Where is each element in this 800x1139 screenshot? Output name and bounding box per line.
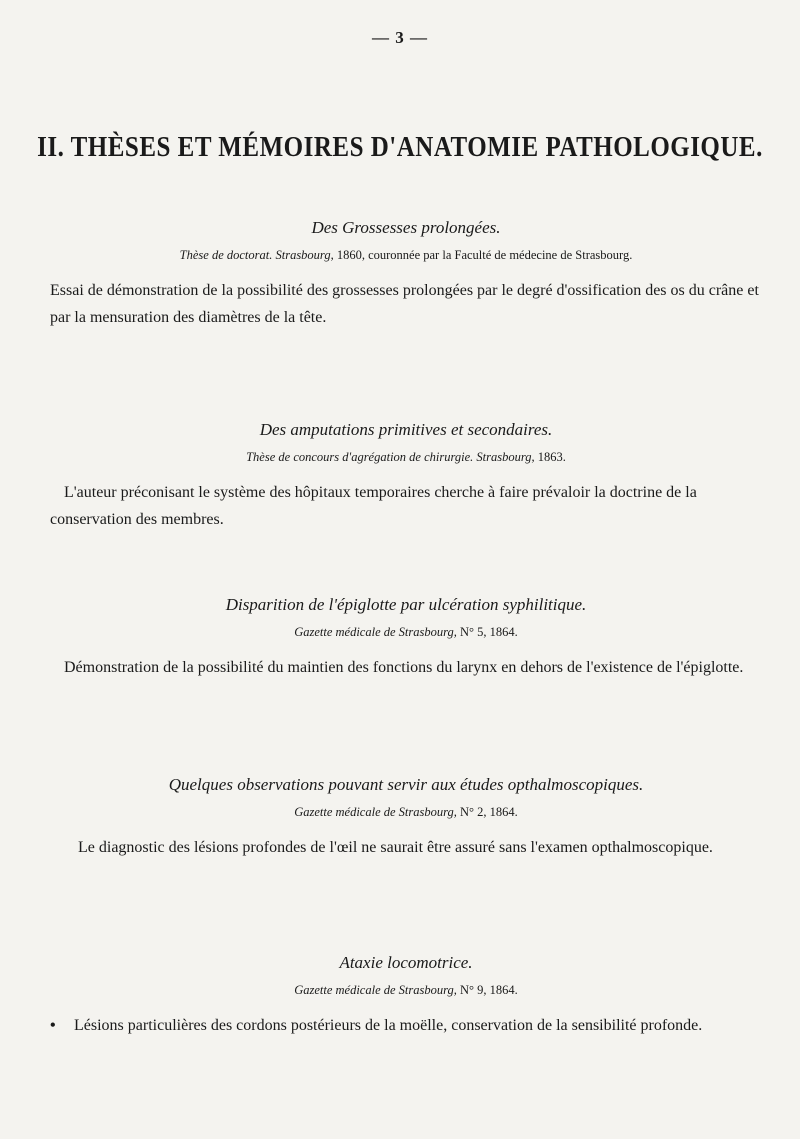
source-publication: Gazette médicale de Strasbourg, bbox=[294, 983, 457, 997]
source-details: N° 9, 1864. bbox=[460, 983, 518, 997]
source-details: 1863. bbox=[537, 450, 566, 464]
entry-title: Ataxie locomotrice. bbox=[339, 953, 473, 972]
source-details: N° 5, 1864. bbox=[460, 625, 518, 639]
entry-opthalmoscopiques bbox=[50, 775, 762, 861]
entry-source bbox=[50, 983, 762, 998]
entry-epiglotte bbox=[50, 595, 762, 681]
page-number: — 3 — bbox=[372, 28, 428, 47]
entry-title: Quelques observations pouvant servir aux études opthalmoscopiques. bbox=[168, 775, 644, 794]
entry-description: Démonstration de la possibilité du maintien des fonctions du larynx en dehors de l'existence de l'épiglotte. bbox=[64, 659, 744, 676]
source-publication: Gazette médicale de Strasbourg, bbox=[294, 805, 457, 819]
entry-grossesses bbox=[50, 218, 762, 331]
bullet-mark: • bbox=[50, 1017, 56, 1034]
entry-source bbox=[50, 450, 762, 465]
entry-title: Des amputations primitives et secondaires. bbox=[259, 420, 553, 439]
entry-title: Des Grossesses prolongées. bbox=[311, 218, 501, 237]
entry-description: L'auteur préconisant le système des hôpitaux temporaires cherche à faire prévaloir la doctrine de la conservation des membres. bbox=[50, 484, 697, 528]
source-publication: Thèse de concours d'agrégation de chirurgie. Strasbourg, bbox=[246, 450, 535, 464]
entry-description: Le diagnostic des lésions profondes de l'œil ne saurait être assuré sans l'examen opthalmoscopique. bbox=[78, 839, 713, 856]
source-details: 1860, couronnée par la Faculté de médecine de Strasbourg. bbox=[336, 248, 633, 262]
entry-amputations bbox=[50, 420, 762, 533]
source-publication: Thèse de doctorat. Strasbourg, bbox=[179, 248, 334, 262]
entry-source bbox=[50, 805, 762, 820]
entry-description bbox=[50, 1012, 762, 1039]
source-publication: Gazette médicale de Strasbourg, bbox=[294, 625, 457, 639]
entry-source bbox=[50, 625, 762, 640]
entry-source bbox=[50, 248, 762, 263]
source-details: N° 2, 1864. bbox=[460, 805, 518, 819]
section-title: II. THÈSES ET MÉMOIRES D'ANATOMIE PATHOLOGIQUE. bbox=[37, 131, 763, 163]
entry-ataxie bbox=[50, 953, 762, 1039]
entry-description: Essai de démonstration de la possibilité des grossesses prolongées par le degré d'ossification des os du crâne et par la mensuration des diamètres de la tête. bbox=[50, 282, 759, 326]
description-text: Lésions particulières des cordons postérieurs de la moëlle, conservation de la sensibilité profonde. bbox=[74, 1017, 703, 1034]
entry-title: Disparition de l'épiglotte par ulcération syphilitique. bbox=[225, 595, 587, 614]
